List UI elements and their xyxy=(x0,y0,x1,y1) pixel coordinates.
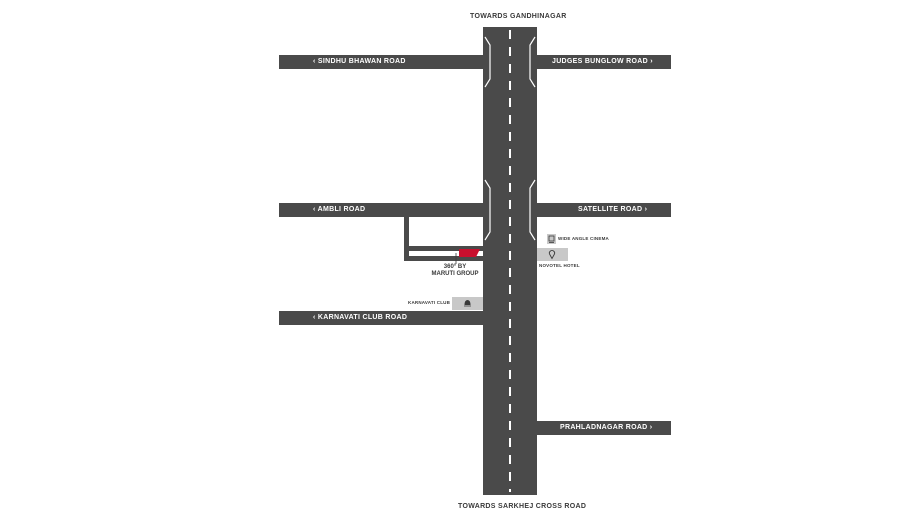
chevron-left-icon: ‹ xyxy=(313,314,316,321)
road-name: JUDGES BUNGLOW ROAD xyxy=(552,58,648,65)
road-name: SINDHU BHAWAN ROAD xyxy=(317,58,406,65)
project-label xyxy=(425,264,485,278)
road-name: SATELLITE ROAD xyxy=(578,206,643,213)
road-name: AMBLI ROAD xyxy=(317,206,366,213)
satellite-road-label xyxy=(578,203,647,217)
chevron-right-icon: › xyxy=(644,206,648,213)
sindhu-bhawan-road-label xyxy=(313,55,406,69)
chevron-left-icon: ‹ xyxy=(313,206,316,213)
wide-angle-cinema-label: WIDE ANGLE CINEMA xyxy=(558,236,609,241)
prahladnagar-road-label xyxy=(560,421,652,435)
novotel-box xyxy=(537,248,568,261)
novotel-hotel-label: NOVOTEL HOTEL xyxy=(539,263,580,268)
project-label-line1: 360° BY xyxy=(443,264,467,270)
road-name: PRAHLADNAGAR ROAD xyxy=(560,424,648,431)
judges-bunglow-road-label xyxy=(552,55,653,69)
chevron-right-icon: › xyxy=(649,424,653,431)
chevron-left-icon: ‹ xyxy=(313,58,316,65)
karnavati-club-label: KARNAVATI CLUB xyxy=(408,300,451,305)
project-marker xyxy=(459,249,480,257)
road-name: KARNAVATI CLUB ROAD xyxy=(317,314,408,321)
project-label-line2: MARUTI GROUP xyxy=(431,271,479,277)
ambli-road-label xyxy=(313,203,365,217)
ambli-road xyxy=(279,203,485,217)
south-direction-label: TOWARDS SARKHEJ CROSS ROAD xyxy=(458,503,587,510)
north-direction-label: TOWARDS GANDHINAGAR xyxy=(470,13,567,20)
chevron-right-icon: › xyxy=(650,58,653,65)
karnavati-club-road-label xyxy=(313,311,407,325)
